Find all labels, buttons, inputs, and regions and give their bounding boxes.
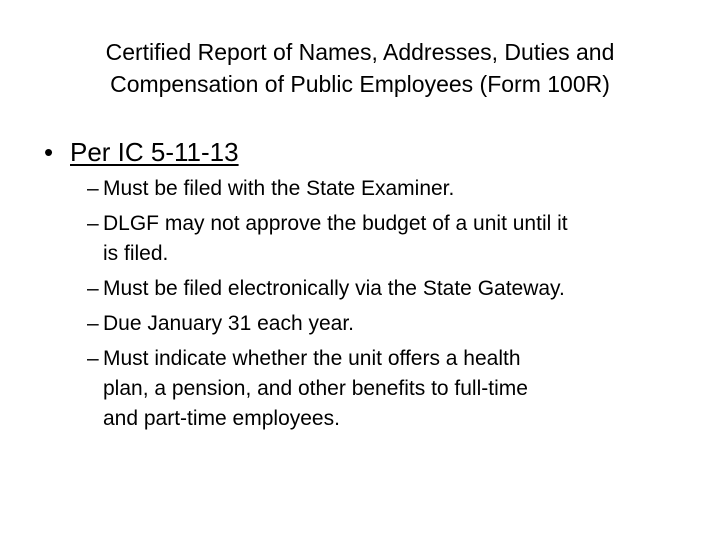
sub-bullet-text: Must be filed with the State Examiner. bbox=[103, 177, 455, 200]
main-bullet bbox=[44, 136, 239, 168]
slide-title bbox=[40, 36, 680, 100]
sub-bullet-item bbox=[87, 344, 687, 434]
dash-icon: – bbox=[87, 277, 99, 300]
sub-bullet-item bbox=[87, 174, 687, 204]
sub-bullet-text: DLGF may not approve the budget of a unit until it bbox=[103, 212, 568, 235]
sub-bullet-item bbox=[87, 274, 687, 304]
bullet-icon: • bbox=[44, 137, 54, 167]
sub-bullet-item bbox=[87, 209, 687, 269]
sub-bullet-text: Due January 31 each year. bbox=[103, 312, 354, 335]
dash-icon: – bbox=[87, 212, 99, 235]
sub-bullet-text-continued: is filed. bbox=[103, 242, 169, 265]
sub-bullet-item bbox=[87, 309, 687, 339]
sub-bullet-text: Must be filed electronically via the State Gateway. bbox=[103, 277, 565, 300]
dash-icon: – bbox=[87, 312, 99, 335]
main-bullet-text: Per IC 5-11-13 bbox=[70, 137, 239, 167]
sub-bullet-list bbox=[87, 174, 687, 439]
title-line-1: Certified Report of Names, Addresses, Duties and bbox=[105, 39, 615, 65]
sub-bullet-text: Must indicate whether the unit offers a health bbox=[103, 347, 521, 370]
dash-icon: – bbox=[87, 177, 99, 200]
sub-bullet-text-continued: and part-time employees. bbox=[103, 407, 340, 430]
title-line-2: Compensation of Public Employees (Form 100R) bbox=[110, 71, 610, 97]
sub-bullet-text-continued: plan, a pension, and other benefits to full-time bbox=[103, 377, 528, 400]
dash-icon: – bbox=[87, 347, 99, 370]
